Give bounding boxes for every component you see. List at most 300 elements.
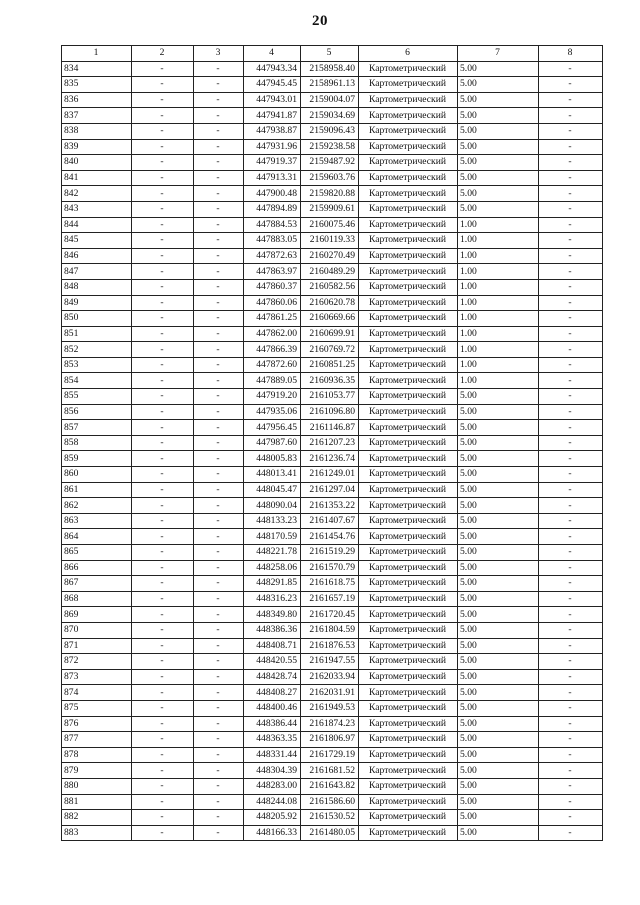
col2-cell: - bbox=[132, 123, 194, 139]
col2-cell: - bbox=[132, 685, 194, 701]
col2-cell: - bbox=[132, 357, 194, 373]
accuracy-cell: 5.00 bbox=[458, 155, 539, 171]
method-cell: Картометрический bbox=[359, 92, 458, 108]
y-coordinate-cell: 2161146.87 bbox=[301, 420, 359, 436]
point-number-cell: 862 bbox=[62, 498, 132, 514]
col3-cell: - bbox=[194, 451, 244, 467]
col3-cell: - bbox=[194, 264, 244, 280]
x-coordinate-cell: 448244.08 bbox=[244, 794, 301, 810]
x-coordinate-cell: 447872.63 bbox=[244, 248, 301, 264]
accuracy-cell: 5.00 bbox=[458, 778, 539, 794]
x-coordinate-cell: 447938.87 bbox=[244, 123, 301, 139]
x-coordinate-cell: 448349.80 bbox=[244, 607, 301, 623]
col8-cell: - bbox=[539, 560, 603, 576]
y-coordinate-cell: 2160699.91 bbox=[301, 326, 359, 342]
point-number-cell: 852 bbox=[62, 342, 132, 358]
accuracy-cell: 5.00 bbox=[458, 513, 539, 529]
coordinates-table bbox=[61, 45, 603, 841]
x-coordinate-cell: 447860.06 bbox=[244, 295, 301, 311]
point-number-cell: 878 bbox=[62, 747, 132, 763]
method-cell: Картометрический bbox=[359, 654, 458, 670]
point-number-cell: 843 bbox=[62, 201, 132, 217]
point-number-cell: 861 bbox=[62, 482, 132, 498]
col3-cell: - bbox=[194, 420, 244, 436]
col8-cell: - bbox=[539, 420, 603, 436]
method-cell: Картометрический bbox=[359, 451, 458, 467]
y-coordinate-cell: 2161570.79 bbox=[301, 560, 359, 576]
col8-cell: - bbox=[539, 810, 603, 826]
method-cell: Картометрический bbox=[359, 201, 458, 217]
col8-cell: - bbox=[539, 233, 603, 249]
y-coordinate-cell: 2161096.80 bbox=[301, 404, 359, 420]
col8-cell: - bbox=[539, 264, 603, 280]
method-cell: Картометрический bbox=[359, 732, 458, 748]
method-cell: Картометрический bbox=[359, 373, 458, 389]
col8-cell: - bbox=[539, 435, 603, 451]
col2-cell: - bbox=[132, 342, 194, 358]
x-coordinate-cell: 447884.53 bbox=[244, 217, 301, 233]
y-coordinate-cell: 2158958.40 bbox=[301, 61, 359, 77]
accuracy-cell: 1.00 bbox=[458, 248, 539, 264]
point-number-cell: 875 bbox=[62, 700, 132, 716]
accuracy-cell: 5.00 bbox=[458, 404, 539, 420]
method-cell: Картометрический bbox=[359, 342, 458, 358]
y-coordinate-cell: 2161530.52 bbox=[301, 810, 359, 826]
col8-cell: - bbox=[539, 529, 603, 545]
point-number-cell: 867 bbox=[62, 576, 132, 592]
method-cell: Картометрический bbox=[359, 389, 458, 405]
point-number-cell: 851 bbox=[62, 326, 132, 342]
method-cell: Картометрический bbox=[359, 248, 458, 264]
method-cell: Картометрический bbox=[359, 794, 458, 810]
y-coordinate-cell: 2161586.60 bbox=[301, 794, 359, 810]
col8-cell: - bbox=[539, 763, 603, 779]
col3-cell: - bbox=[194, 576, 244, 592]
col2-cell: - bbox=[132, 638, 194, 654]
col2-cell: - bbox=[132, 326, 194, 342]
table-row bbox=[62, 233, 603, 249]
x-coordinate-cell: 448316.23 bbox=[244, 591, 301, 607]
accuracy-cell: 1.00 bbox=[458, 264, 539, 280]
y-coordinate-cell: 2159004.07 bbox=[301, 92, 359, 108]
x-coordinate-cell: 447863.97 bbox=[244, 264, 301, 280]
col8-cell: - bbox=[539, 778, 603, 794]
table-row bbox=[62, 685, 603, 701]
accuracy-cell: 5.00 bbox=[458, 498, 539, 514]
table-row bbox=[62, 279, 603, 295]
col8-cell: - bbox=[539, 622, 603, 638]
table-header-row bbox=[62, 46, 603, 62]
table-row bbox=[62, 529, 603, 545]
method-cell: Картометрический bbox=[359, 591, 458, 607]
col8-cell: - bbox=[539, 669, 603, 685]
column-header: 7 bbox=[458, 46, 539, 62]
method-cell: Картометрический bbox=[359, 435, 458, 451]
table-row bbox=[62, 778, 603, 794]
y-coordinate-cell: 2161407.67 bbox=[301, 513, 359, 529]
col2-cell: - bbox=[132, 607, 194, 623]
x-coordinate-cell: 447913.31 bbox=[244, 170, 301, 186]
col3-cell: - bbox=[194, 123, 244, 139]
col8-cell: - bbox=[539, 311, 603, 327]
col8-cell: - bbox=[539, 545, 603, 561]
method-cell: Картометрический bbox=[359, 295, 458, 311]
method-cell: Картометрический bbox=[359, 560, 458, 576]
col3-cell: - bbox=[194, 404, 244, 420]
point-number-cell: 841 bbox=[62, 170, 132, 186]
col2-cell: - bbox=[132, 654, 194, 670]
accuracy-cell: 5.00 bbox=[458, 420, 539, 436]
table-row bbox=[62, 61, 603, 77]
method-cell: Картометрический bbox=[359, 233, 458, 249]
x-coordinate-cell: 447866.39 bbox=[244, 342, 301, 358]
col2-cell: - bbox=[132, 92, 194, 108]
table-row bbox=[62, 295, 603, 311]
x-coordinate-cell: 448283.00 bbox=[244, 778, 301, 794]
table-row bbox=[62, 123, 603, 139]
point-number-cell: 840 bbox=[62, 155, 132, 171]
point-number-cell: 847 bbox=[62, 264, 132, 280]
col2-cell: - bbox=[132, 560, 194, 576]
col8-cell: - bbox=[539, 685, 603, 701]
col2-cell: - bbox=[132, 435, 194, 451]
col3-cell: - bbox=[194, 311, 244, 327]
col8-cell: - bbox=[539, 451, 603, 467]
y-coordinate-cell: 2160936.35 bbox=[301, 373, 359, 389]
x-coordinate-cell: 448205.92 bbox=[244, 810, 301, 826]
method-cell: Картометрический bbox=[359, 576, 458, 592]
col8-cell: - bbox=[539, 700, 603, 716]
table-row bbox=[62, 108, 603, 124]
col3-cell: - bbox=[194, 217, 244, 233]
col3-cell: - bbox=[194, 607, 244, 623]
col8-cell: - bbox=[539, 732, 603, 748]
table-row bbox=[62, 810, 603, 826]
col8-cell: - bbox=[539, 186, 603, 202]
x-coordinate-cell: 448090.04 bbox=[244, 498, 301, 514]
column-header: 5 bbox=[301, 46, 359, 62]
col3-cell: - bbox=[194, 233, 244, 249]
point-number-cell: 868 bbox=[62, 591, 132, 607]
x-coordinate-cell: 448331.44 bbox=[244, 747, 301, 763]
x-coordinate-cell: 448005.83 bbox=[244, 451, 301, 467]
table-row bbox=[62, 747, 603, 763]
table-row bbox=[62, 591, 603, 607]
col2-cell: - bbox=[132, 217, 194, 233]
col8-cell: - bbox=[539, 607, 603, 623]
method-cell: Картометрический bbox=[359, 778, 458, 794]
y-coordinate-cell: 2159238.58 bbox=[301, 139, 359, 155]
col2-cell: - bbox=[132, 591, 194, 607]
col2-cell: - bbox=[132, 747, 194, 763]
point-number-cell: 877 bbox=[62, 732, 132, 748]
x-coordinate-cell: 447860.37 bbox=[244, 279, 301, 295]
col3-cell: - bbox=[194, 467, 244, 483]
accuracy-cell: 5.00 bbox=[458, 61, 539, 77]
method-cell: Картометрический bbox=[359, 607, 458, 623]
col8-cell: - bbox=[539, 638, 603, 654]
col8-cell: - bbox=[539, 170, 603, 186]
point-number-cell: 848 bbox=[62, 279, 132, 295]
method-cell: Картометрический bbox=[359, 763, 458, 779]
col2-cell: - bbox=[132, 825, 194, 841]
x-coordinate-cell: 448400.46 bbox=[244, 700, 301, 716]
table-row bbox=[62, 825, 603, 841]
col3-cell: - bbox=[194, 747, 244, 763]
y-coordinate-cell: 2161806.97 bbox=[301, 732, 359, 748]
method-cell: Картометрический bbox=[359, 357, 458, 373]
accuracy-cell: 5.00 bbox=[458, 92, 539, 108]
col2-cell: - bbox=[132, 576, 194, 592]
col3-cell: - bbox=[194, 794, 244, 810]
x-coordinate-cell: 448291.85 bbox=[244, 576, 301, 592]
accuracy-cell: 5.00 bbox=[458, 123, 539, 139]
point-number-cell: 853 bbox=[62, 357, 132, 373]
y-coordinate-cell: 2161353.22 bbox=[301, 498, 359, 514]
y-coordinate-cell: 2162031.91 bbox=[301, 685, 359, 701]
col2-cell: - bbox=[132, 467, 194, 483]
col2-cell: - bbox=[132, 264, 194, 280]
col8-cell: - bbox=[539, 373, 603, 389]
method-cell: Картометрический bbox=[359, 513, 458, 529]
y-coordinate-cell: 2160489.29 bbox=[301, 264, 359, 280]
col3-cell: - bbox=[194, 435, 244, 451]
point-number-cell: 864 bbox=[62, 529, 132, 545]
col3-cell: - bbox=[194, 139, 244, 155]
method-cell: Картометрический bbox=[359, 77, 458, 93]
col3-cell: - bbox=[194, 201, 244, 217]
table-row bbox=[62, 513, 603, 529]
accuracy-cell: 5.00 bbox=[458, 545, 539, 561]
col2-cell: - bbox=[132, 732, 194, 748]
x-coordinate-cell: 447862.00 bbox=[244, 326, 301, 342]
method-cell: Картометрический bbox=[359, 311, 458, 327]
x-coordinate-cell: 448386.44 bbox=[244, 716, 301, 732]
table-row bbox=[62, 92, 603, 108]
point-number-cell: 835 bbox=[62, 77, 132, 93]
x-coordinate-cell: 447943.01 bbox=[244, 92, 301, 108]
column-header: 6 bbox=[359, 46, 458, 62]
accuracy-cell: 5.00 bbox=[458, 685, 539, 701]
col3-cell: - bbox=[194, 357, 244, 373]
x-coordinate-cell: 447900.48 bbox=[244, 186, 301, 202]
method-cell: Картометрический bbox=[359, 716, 458, 732]
x-coordinate-cell: 448258.06 bbox=[244, 560, 301, 576]
col2-cell: - bbox=[132, 186, 194, 202]
accuracy-cell: 5.00 bbox=[458, 435, 539, 451]
method-cell: Картометрический bbox=[359, 685, 458, 701]
method-cell: Картометрический bbox=[359, 186, 458, 202]
table-row bbox=[62, 622, 603, 638]
method-cell: Картометрический bbox=[359, 326, 458, 342]
accuracy-cell: 5.00 bbox=[458, 732, 539, 748]
method-cell: Картометрический bbox=[359, 498, 458, 514]
accuracy-cell: 5.00 bbox=[458, 529, 539, 545]
col8-cell: - bbox=[539, 108, 603, 124]
col2-cell: - bbox=[132, 61, 194, 77]
table-row bbox=[62, 607, 603, 623]
col3-cell: - bbox=[194, 92, 244, 108]
accuracy-cell: 5.00 bbox=[458, 747, 539, 763]
table-row bbox=[62, 155, 603, 171]
table-row bbox=[62, 264, 603, 280]
method-cell: Картометрический bbox=[359, 747, 458, 763]
y-coordinate-cell: 2161480.05 bbox=[301, 825, 359, 841]
col3-cell: - bbox=[194, 326, 244, 342]
method-cell: Картометрический bbox=[359, 420, 458, 436]
method-cell: Картометрический bbox=[359, 482, 458, 498]
point-number-cell: 839 bbox=[62, 139, 132, 155]
column-header: 4 bbox=[244, 46, 301, 62]
table-row bbox=[62, 389, 603, 405]
y-coordinate-cell: 2161947.55 bbox=[301, 654, 359, 670]
col2-cell: - bbox=[132, 389, 194, 405]
y-coordinate-cell: 2161643.82 bbox=[301, 778, 359, 794]
col3-cell: - bbox=[194, 295, 244, 311]
x-coordinate-cell: 447931.96 bbox=[244, 139, 301, 155]
point-number-cell: 882 bbox=[62, 810, 132, 826]
x-coordinate-cell: 447941.87 bbox=[244, 108, 301, 124]
point-number-cell: 837 bbox=[62, 108, 132, 124]
x-coordinate-cell: 448045.47 bbox=[244, 482, 301, 498]
col3-cell: - bbox=[194, 373, 244, 389]
method-cell: Картометрический bbox=[359, 279, 458, 295]
table-row bbox=[62, 498, 603, 514]
x-coordinate-cell: 448408.71 bbox=[244, 638, 301, 654]
y-coordinate-cell: 2161618.75 bbox=[301, 576, 359, 592]
accuracy-cell: 1.00 bbox=[458, 279, 539, 295]
col8-cell: - bbox=[539, 404, 603, 420]
accuracy-cell: 5.00 bbox=[458, 607, 539, 623]
col2-cell: - bbox=[132, 155, 194, 171]
col3-cell: - bbox=[194, 545, 244, 561]
table-row bbox=[62, 326, 603, 342]
method-cell: Картометрический bbox=[359, 529, 458, 545]
col3-cell: - bbox=[194, 342, 244, 358]
point-number-cell: 859 bbox=[62, 451, 132, 467]
col3-cell: - bbox=[194, 778, 244, 794]
col8-cell: - bbox=[539, 654, 603, 670]
accuracy-cell: 5.00 bbox=[458, 622, 539, 638]
accuracy-cell: 1.00 bbox=[458, 357, 539, 373]
point-number-cell: 863 bbox=[62, 513, 132, 529]
column-header: 1 bbox=[62, 46, 132, 62]
col8-cell: - bbox=[539, 825, 603, 841]
y-coordinate-cell: 2159034.69 bbox=[301, 108, 359, 124]
point-number-cell: 857 bbox=[62, 420, 132, 436]
col3-cell: - bbox=[194, 638, 244, 654]
accuracy-cell: 5.00 bbox=[458, 716, 539, 732]
point-number-cell: 872 bbox=[62, 654, 132, 670]
point-number-cell: 871 bbox=[62, 638, 132, 654]
accuracy-cell: 5.00 bbox=[458, 669, 539, 685]
accuracy-cell: 5.00 bbox=[458, 201, 539, 217]
col3-cell: - bbox=[194, 77, 244, 93]
col2-cell: - bbox=[132, 716, 194, 732]
accuracy-cell: 5.00 bbox=[458, 810, 539, 826]
x-coordinate-cell: 447883.05 bbox=[244, 233, 301, 249]
accuracy-cell: 1.00 bbox=[458, 295, 539, 311]
col2-cell: - bbox=[132, 622, 194, 638]
x-coordinate-cell: 447919.20 bbox=[244, 389, 301, 405]
y-coordinate-cell: 2161053.77 bbox=[301, 389, 359, 405]
col8-cell: - bbox=[539, 92, 603, 108]
col3-cell: - bbox=[194, 170, 244, 186]
accuracy-cell: 5.00 bbox=[458, 482, 539, 498]
y-coordinate-cell: 2160119.33 bbox=[301, 233, 359, 249]
method-cell: Картометрический bbox=[359, 810, 458, 826]
accuracy-cell: 5.00 bbox=[458, 389, 539, 405]
col2-cell: - bbox=[132, 233, 194, 249]
table-row bbox=[62, 576, 603, 592]
accuracy-cell: 5.00 bbox=[458, 77, 539, 93]
method-cell: Картометрический bbox=[359, 61, 458, 77]
point-number-cell: 854 bbox=[62, 373, 132, 389]
accuracy-cell: 5.00 bbox=[458, 108, 539, 124]
point-number-cell: 870 bbox=[62, 622, 132, 638]
y-coordinate-cell: 2160769.72 bbox=[301, 342, 359, 358]
point-number-cell: 874 bbox=[62, 685, 132, 701]
col8-cell: - bbox=[539, 61, 603, 77]
table-row bbox=[62, 357, 603, 373]
table-row bbox=[62, 420, 603, 436]
table-row bbox=[62, 248, 603, 264]
col2-cell: - bbox=[132, 545, 194, 561]
col2-cell: - bbox=[132, 201, 194, 217]
point-number-cell: 880 bbox=[62, 778, 132, 794]
point-number-cell: 849 bbox=[62, 295, 132, 311]
table-row bbox=[62, 201, 603, 217]
col2-cell: - bbox=[132, 669, 194, 685]
accuracy-cell: 5.00 bbox=[458, 451, 539, 467]
col3-cell: - bbox=[194, 186, 244, 202]
y-coordinate-cell: 2162033.94 bbox=[301, 669, 359, 685]
col8-cell: - bbox=[539, 326, 603, 342]
col8-cell: - bbox=[539, 123, 603, 139]
col2-cell: - bbox=[132, 311, 194, 327]
method-cell: Картометрический bbox=[359, 622, 458, 638]
col3-cell: - bbox=[194, 513, 244, 529]
col3-cell: - bbox=[194, 700, 244, 716]
y-coordinate-cell: 2161876.53 bbox=[301, 638, 359, 654]
y-coordinate-cell: 2158961.13 bbox=[301, 77, 359, 93]
point-number-cell: 846 bbox=[62, 248, 132, 264]
table-row bbox=[62, 763, 603, 779]
page-number: 20 bbox=[312, 13, 328, 29]
method-cell: Картометрический bbox=[359, 123, 458, 139]
accuracy-cell: 5.00 bbox=[458, 794, 539, 810]
col3-cell: - bbox=[194, 248, 244, 264]
method-cell: Картометрический bbox=[359, 545, 458, 561]
y-coordinate-cell: 2160270.49 bbox=[301, 248, 359, 264]
accuracy-cell: 5.00 bbox=[458, 139, 539, 155]
table-row bbox=[62, 77, 603, 93]
col8-cell: - bbox=[539, 201, 603, 217]
accuracy-cell: 5.00 bbox=[458, 186, 539, 202]
y-coordinate-cell: 2159603.76 bbox=[301, 170, 359, 186]
table-row bbox=[62, 373, 603, 389]
accuracy-cell: 5.00 bbox=[458, 654, 539, 670]
col3-cell: - bbox=[194, 155, 244, 171]
point-number-cell: 856 bbox=[62, 404, 132, 420]
accuracy-cell: 1.00 bbox=[458, 233, 539, 249]
y-coordinate-cell: 2160075.46 bbox=[301, 217, 359, 233]
col8-cell: - bbox=[539, 467, 603, 483]
col8-cell: - bbox=[539, 248, 603, 264]
y-coordinate-cell: 2161249.01 bbox=[301, 467, 359, 483]
col3-cell: - bbox=[194, 482, 244, 498]
y-coordinate-cell: 2159909.61 bbox=[301, 201, 359, 217]
